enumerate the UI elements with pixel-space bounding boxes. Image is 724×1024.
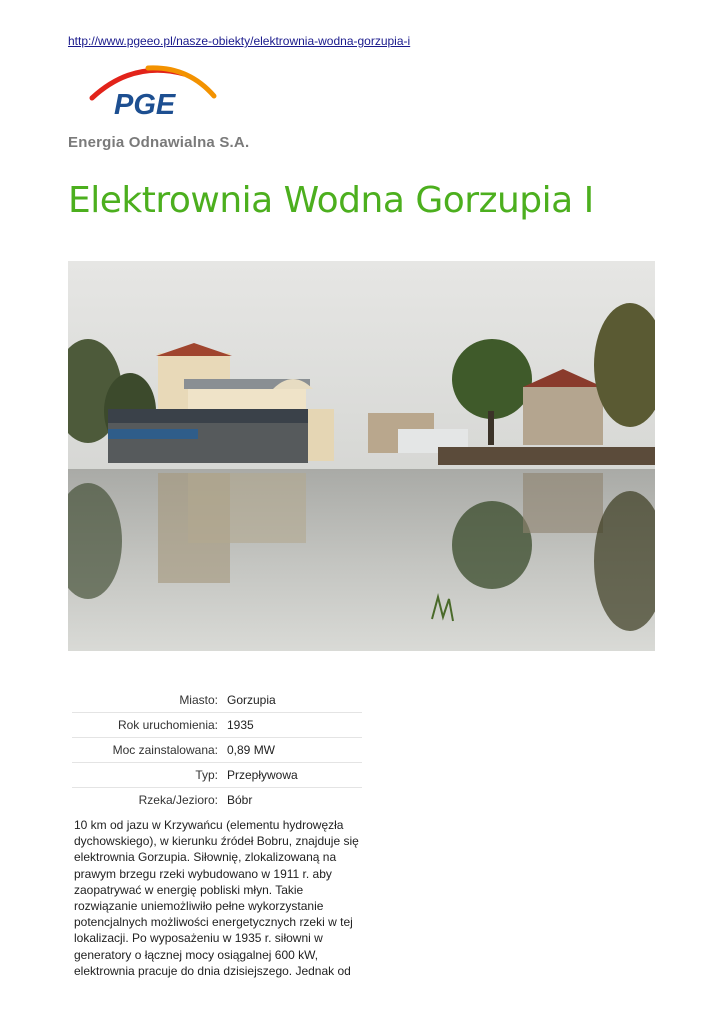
pge-logo-mark xyxy=(88,62,218,122)
company-name: Energia Odnawialna S.A. xyxy=(68,134,250,151)
source-url-link[interactable]: http://www.pgeeo.pl/nasze-obiekty/elektrownia-wodna-gorzupia-i xyxy=(68,34,411,48)
info-value: 1935 xyxy=(227,713,362,738)
info-value: Bóbr xyxy=(227,788,362,813)
page-title: Elektrownia Wodna Gorzupia I xyxy=(68,180,594,221)
info-value: Przepływowa xyxy=(227,763,362,788)
info-label: Miasto: xyxy=(179,693,218,707)
info-table xyxy=(72,688,362,812)
info-label: Rok uruchomienia: xyxy=(72,713,227,738)
table-row xyxy=(72,713,362,738)
pge-logo xyxy=(68,62,268,158)
info-label: Typ: xyxy=(72,763,227,788)
table-row xyxy=(72,763,362,788)
info-value: 0,89 MW xyxy=(227,738,362,763)
info-label: Rzeka/Jezioro: xyxy=(72,788,227,813)
description-paragraph: 10 km od jazu w Krzywańcu (elementu hydrowęzła dychowskiego), w kierunku źródeł Bobru, znajduje się elektrownia Gorzupia. Siłownię, zlokalizowaną na prawym brzegu rzeki wybudowano w 1911 r. aby zaopatrywać w energię pobliski młyn. Takie rozwiązanie uniemożliwiło pełne wykorzystanie potencjalnych możliwości energetycznych rzeki w tej lokalizacji. Po wyposażeniu w 1935 r. siłowni w generatory o łącznej mocy osiągalnej 600 kW, elektrownia pracuje do dnia dzisiejszego. Jednak od xyxy=(74,818,359,978)
table-row xyxy=(72,788,362,813)
pge-logo-brand: PGE xyxy=(114,89,176,121)
table-row xyxy=(72,738,362,763)
info-label: Moc zainstalowana: xyxy=(72,738,227,763)
table-row xyxy=(72,688,362,713)
info-value: Gorzupia xyxy=(227,693,276,707)
hydro-plant-photo xyxy=(68,261,655,651)
